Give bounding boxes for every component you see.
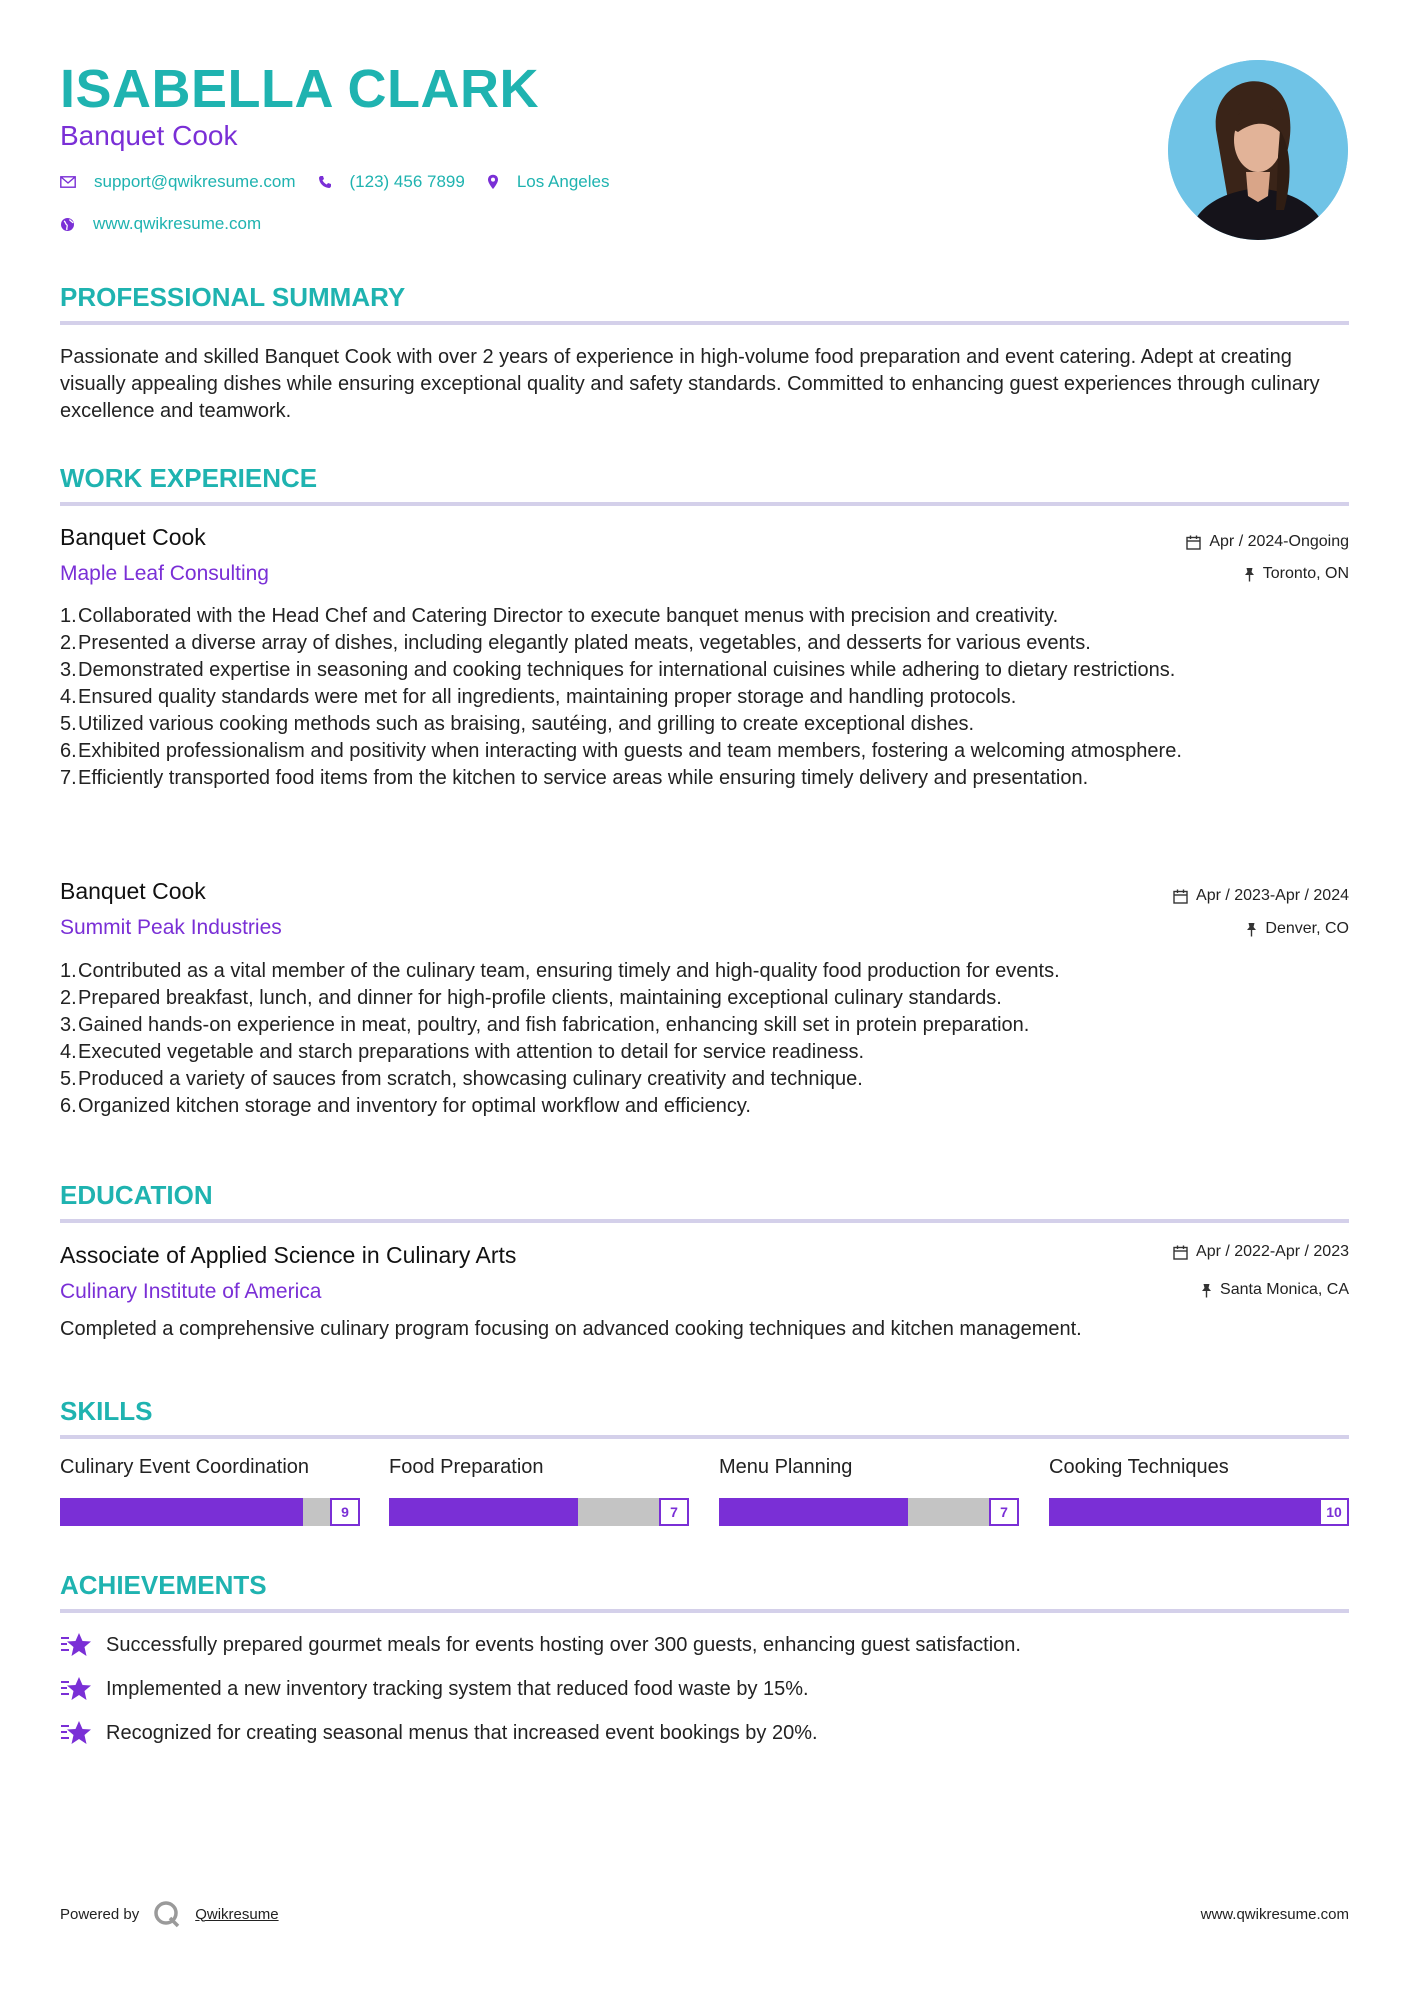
skill-level-badge: 9 xyxy=(330,1498,360,1526)
list-item: 3. Gained hands-on experience in meat, poultry, and fish fabrication, enhancing skill set in protein preparation. xyxy=(60,1014,1030,1036)
skill-bar xyxy=(719,1498,1019,1526)
skill-level-badge: 7 xyxy=(659,1498,689,1526)
skill-name: Cooking Techniques xyxy=(1049,1456,1229,1478)
list-item: 6. Exhibited professionalism and positivity when interacting with guests and team members, fostering a welcoming atmosphere. xyxy=(60,740,1182,762)
phone-text: (123) 456 7899 xyxy=(349,172,465,191)
email-item[interactable] xyxy=(60,172,296,192)
candidate-name: ISABELLA CLARK xyxy=(60,59,539,119)
education-description: Completed a comprehensive culinary program focusing on advanced cooking techniques and kitchen management. xyxy=(60,1318,1082,1340)
achievement-text: Successfully prepared gourmet meals for events hosting over 300 guests, enhancing guest satisfaction. xyxy=(106,1633,1021,1656)
job-dates-text: Apr / 2023-Apr / 2024 xyxy=(1196,887,1349,904)
candidate-title: Banquet Cook xyxy=(60,120,238,151)
skill-bar-fill xyxy=(60,1498,303,1526)
experience-divider xyxy=(60,502,1349,506)
star-icon xyxy=(60,1720,92,1746)
email-text: support@qwikresume.com xyxy=(94,172,296,191)
skill-bar-fill xyxy=(389,1498,578,1526)
achievements-heading: ACHIEVEMENTS xyxy=(60,1570,267,1600)
job-dates-text: Apr / 2024-Ongoing xyxy=(1209,533,1349,550)
skill-level-badge: 7 xyxy=(989,1498,1019,1526)
job-role: Banquet Cook xyxy=(60,878,206,904)
map-pin-icon xyxy=(487,174,499,190)
powered-by-label: Powered by xyxy=(60,1905,140,1923)
skill-item xyxy=(60,1456,360,1526)
skill-item xyxy=(719,1456,1019,1526)
education-location-text: Santa Monica, CA xyxy=(1220,1281,1349,1298)
location-item xyxy=(487,172,610,192)
list-item: 4. Ensured quality standards were met for all ingredients, maintaining proper storage and handling protocols. xyxy=(60,686,1017,708)
job-location-text: Denver, CO xyxy=(1265,920,1349,937)
pushpin-icon xyxy=(1246,922,1257,937)
profile-photo xyxy=(1168,60,1348,240)
location-text: Los Angeles xyxy=(516,172,610,191)
achievement-text: Recognized for creating seasonal menus that increased event bookings by 20%. xyxy=(106,1721,818,1744)
skills-divider xyxy=(60,1435,1349,1439)
list-item: 4. Executed vegetable and starch preparations with attention to detail for service readiness. xyxy=(60,1041,865,1063)
skill-bar-fill xyxy=(1049,1498,1349,1526)
calendar-icon xyxy=(1186,535,1201,550)
list-item: 1. Collaborated with the Head Chef and Catering Director to execute banquet menus with precision and creativity. xyxy=(60,605,1059,627)
job-dates xyxy=(1173,887,1349,905)
skill-name: Food Preparation xyxy=(389,1456,544,1478)
education-dates-text: Apr / 2022-Apr / 2023 xyxy=(1196,1243,1349,1260)
skill-item xyxy=(389,1456,689,1526)
calendar-icon xyxy=(1173,1245,1188,1260)
job-location xyxy=(1246,920,1349,938)
star-icon xyxy=(60,1632,92,1658)
list-item: 1. Contributed as a vital member of the culinary team, ensuring timely and high-quality food production for events. xyxy=(60,960,1060,982)
job-role: Banquet Cook xyxy=(60,524,206,550)
footer-site-link[interactable]: www.qwikresume.com xyxy=(1200,1906,1349,1923)
website-row xyxy=(60,214,283,234)
school-name: Culinary Institute of America xyxy=(60,1280,322,1303)
job-location xyxy=(1244,565,1349,583)
skill-bar xyxy=(1049,1498,1349,1526)
job-company: Maple Leaf Consulting xyxy=(60,562,269,585)
calendar-icon xyxy=(1173,889,1188,904)
list-item: 2. Prepared breakfast, lunch, and dinner for high-profile clients, maintaining exceptional culinary standards. xyxy=(60,987,1002,1009)
achievements-divider xyxy=(60,1609,1349,1613)
job-dates xyxy=(1186,533,1349,551)
job-bullets xyxy=(60,603,1310,792)
summary-text: Passionate and skilled Banquet Cook with over 2 years of experience in high-volume food preparation and event catering. Adept at creating visually appealing dishes while ensuring exceptional quality and safety standards. Committed to enhancing guest experiences through culinary excellence and teamwork. xyxy=(60,346,1320,422)
website-text: www.qwikresume.com xyxy=(93,214,262,233)
list-item: 5. Utilized various cooking methods such as braising, sautéing, and grilling to create exceptional dishes. xyxy=(60,713,975,735)
summary-heading: PROFESSIONAL SUMMARY xyxy=(60,282,406,312)
education-location xyxy=(1201,1281,1349,1299)
skill-bar xyxy=(389,1498,689,1526)
list-item: 6. Organized kitchen storage and inventory for optimal workflow and efficiency. xyxy=(60,1095,751,1117)
globe-icon xyxy=(60,217,75,232)
pushpin-icon xyxy=(1201,1283,1212,1298)
skill-name: Culinary Event Coordination xyxy=(60,1456,310,1478)
qwikresume-link[interactable]: Qwikresume xyxy=(195,1905,279,1923)
skills-heading: SKILLS xyxy=(60,1396,153,1426)
job-company: Summit Peak Industries xyxy=(60,916,282,939)
experience-heading: WORK EXPERIENCE xyxy=(60,463,318,493)
list-item: 3. Demonstrated expertise in seasoning and cooking techniques for international cuisines while adhering to dietary restrictions. xyxy=(60,659,1176,681)
skill-bar xyxy=(60,1498,360,1526)
education-heading: EDUCATION xyxy=(60,1180,213,1210)
summary-divider xyxy=(60,321,1349,325)
degree-title: Associate of Applied Science in Culinary Arts xyxy=(60,1242,517,1268)
skill-bar-fill xyxy=(719,1498,908,1526)
achievement-item xyxy=(60,1632,1021,1658)
star-icon xyxy=(60,1676,92,1702)
phone-item[interactable] xyxy=(318,172,465,192)
list-item: 5. Produced a variety of sauces from scratch, showcasing culinary creativity and technique. xyxy=(60,1068,863,1090)
envelope-icon xyxy=(60,176,76,188)
job-location-text: Toronto, ON xyxy=(1262,565,1349,582)
website-item[interactable] xyxy=(60,214,261,234)
footer-powered-by xyxy=(60,1900,279,1928)
education-divider xyxy=(60,1219,1349,1223)
achievement-item xyxy=(60,1676,809,1702)
list-item: 2. Presented a diverse array of dishes, including elegantly plated meats, vegetables, and desserts for various events. xyxy=(60,632,1091,654)
skill-level-badge: 10 xyxy=(1319,1498,1349,1526)
achievement-text: Implemented a new inventory tracking system that reduced food waste by 15%. xyxy=(106,1677,809,1700)
phone-icon xyxy=(318,175,332,189)
contact-row xyxy=(60,172,631,192)
list-item: 7. Efficiently transported food items from the kitchen to service areas while ensuring timely delivery and presentation. xyxy=(60,767,1089,789)
education-dates xyxy=(1173,1243,1349,1261)
qwikresume-logo-icon xyxy=(153,1900,181,1928)
skill-item xyxy=(1049,1456,1349,1526)
job-bullets xyxy=(60,958,1310,1120)
achievement-item xyxy=(60,1720,818,1746)
skill-name: Menu Planning xyxy=(719,1456,853,1478)
pushpin-icon xyxy=(1244,567,1255,582)
